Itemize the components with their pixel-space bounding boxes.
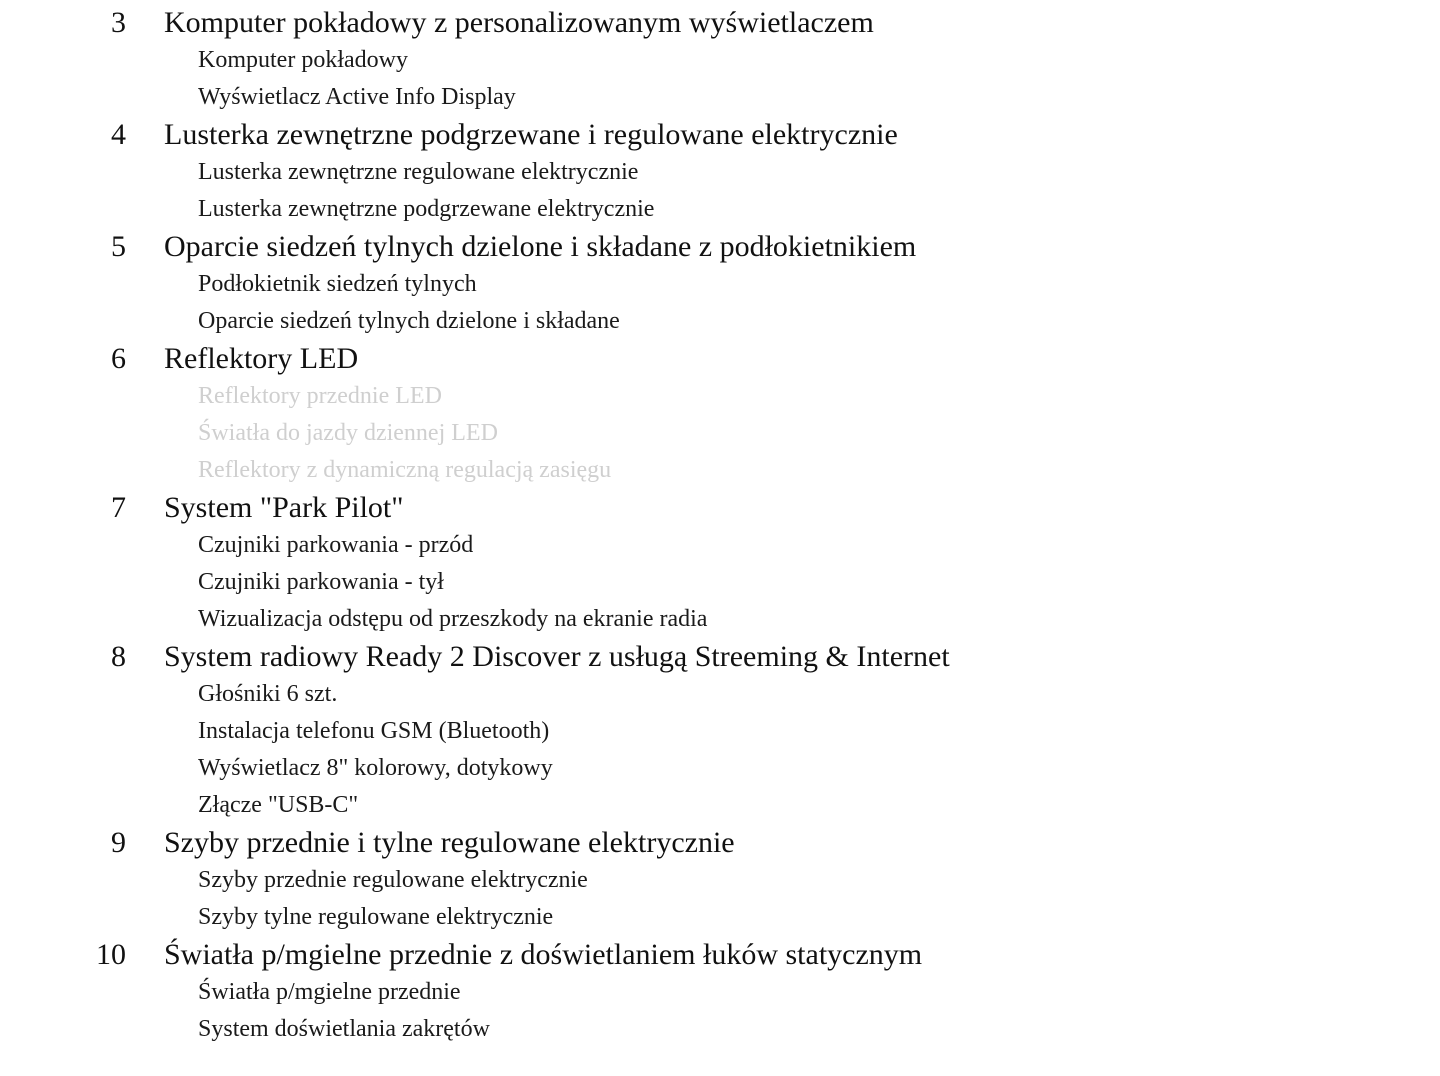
list-item: Komputer pokładowy (198, 47, 408, 73)
list-item: Złącze "USB-C" (198, 792, 359, 818)
list-item: Szyby przednie regulowane elektrycznie (198, 867, 588, 893)
section-heading (0, 4, 1440, 42)
list-item-faded: Reflektory z dynamiczną regulacją zasięgu (198, 457, 612, 483)
section-heading (0, 824, 1440, 862)
section-number: 7 (111, 491, 126, 524)
section-title: Reflektory LED (164, 342, 359, 375)
section-title: Szyby przednie i tylne regulowane elektrycznie (164, 826, 735, 859)
section-heading (0, 638, 1440, 676)
section-heading (0, 228, 1440, 266)
list-item: Szyby tylne regulowane elektrycznie (198, 904, 554, 930)
list-item: Światła p/mgielne przednie (198, 979, 461, 1005)
section-10 (0, 936, 1440, 1048)
list-item: Podłokietnik siedzeń tylnych (198, 271, 477, 297)
section-9 (0, 824, 1440, 936)
list-item: Lusterka zewnętrzne podgrzewane elektrycznie (198, 196, 655, 222)
list-item-faded: Światła do jazdy dziennej LED (198, 420, 498, 446)
section-number: 4 (111, 118, 126, 151)
section-6 (0, 340, 1440, 489)
section-title: Światła p/mgielne przednie z doświetlaniem łuków statycznym (164, 938, 923, 971)
section-title: Komputer pokładowy z personalizowanym wyświetlaczem (164, 6, 874, 39)
list-item: System doświetlania zakrętów (198, 1016, 490, 1042)
section-heading (0, 340, 1440, 378)
list-item: Oparcie siedzeń tylnych dzielone i składane (198, 308, 620, 334)
list-item: Lusterka zewnętrzne regulowane elektrycznie (198, 159, 639, 185)
section-title: Lusterka zewnętrzne podgrzewane i regulowane elektrycznie (164, 118, 898, 151)
section-number: 5 (111, 230, 126, 263)
list-item: Czujniki parkowania - tył (198, 569, 444, 595)
section-title: Oparcie siedzeń tylnych dzielone i składane z podłokietnikiem (164, 230, 917, 263)
section-number: 3 (111, 6, 126, 39)
section-heading (0, 116, 1440, 154)
section-4 (0, 116, 1440, 228)
section-8 (0, 638, 1440, 824)
list-item: Wyświetlacz 8" kolorowy, dotykowy (198, 755, 553, 781)
section-heading (0, 936, 1440, 974)
section-7 (0, 489, 1440, 638)
section-number: 10 (96, 938, 126, 971)
section-5 (0, 228, 1440, 340)
list-item: Czujniki parkowania - przód (198, 532, 474, 558)
list-item: Instalacja telefonu GSM (Bluetooth) (198, 718, 550, 744)
section-title: System "Park Pilot" (164, 491, 404, 524)
list-item: Głośniki 6 szt. (198, 681, 338, 707)
section-3 (0, 4, 1440, 116)
section-heading (0, 489, 1440, 527)
list-item-faded: Reflektory przednie LED (198, 383, 442, 409)
section-number: 6 (111, 342, 126, 375)
list-item: Wyświetlacz Active Info Display (198, 84, 516, 110)
section-number: 9 (111, 826, 126, 859)
section-title: System radiowy Ready 2 Discover z usługą Streeming & Internet (164, 640, 950, 673)
section-number: 8 (111, 640, 126, 673)
list-item: Wizualizacja odstępu od przeszkody na ekranie radia (198, 606, 708, 632)
